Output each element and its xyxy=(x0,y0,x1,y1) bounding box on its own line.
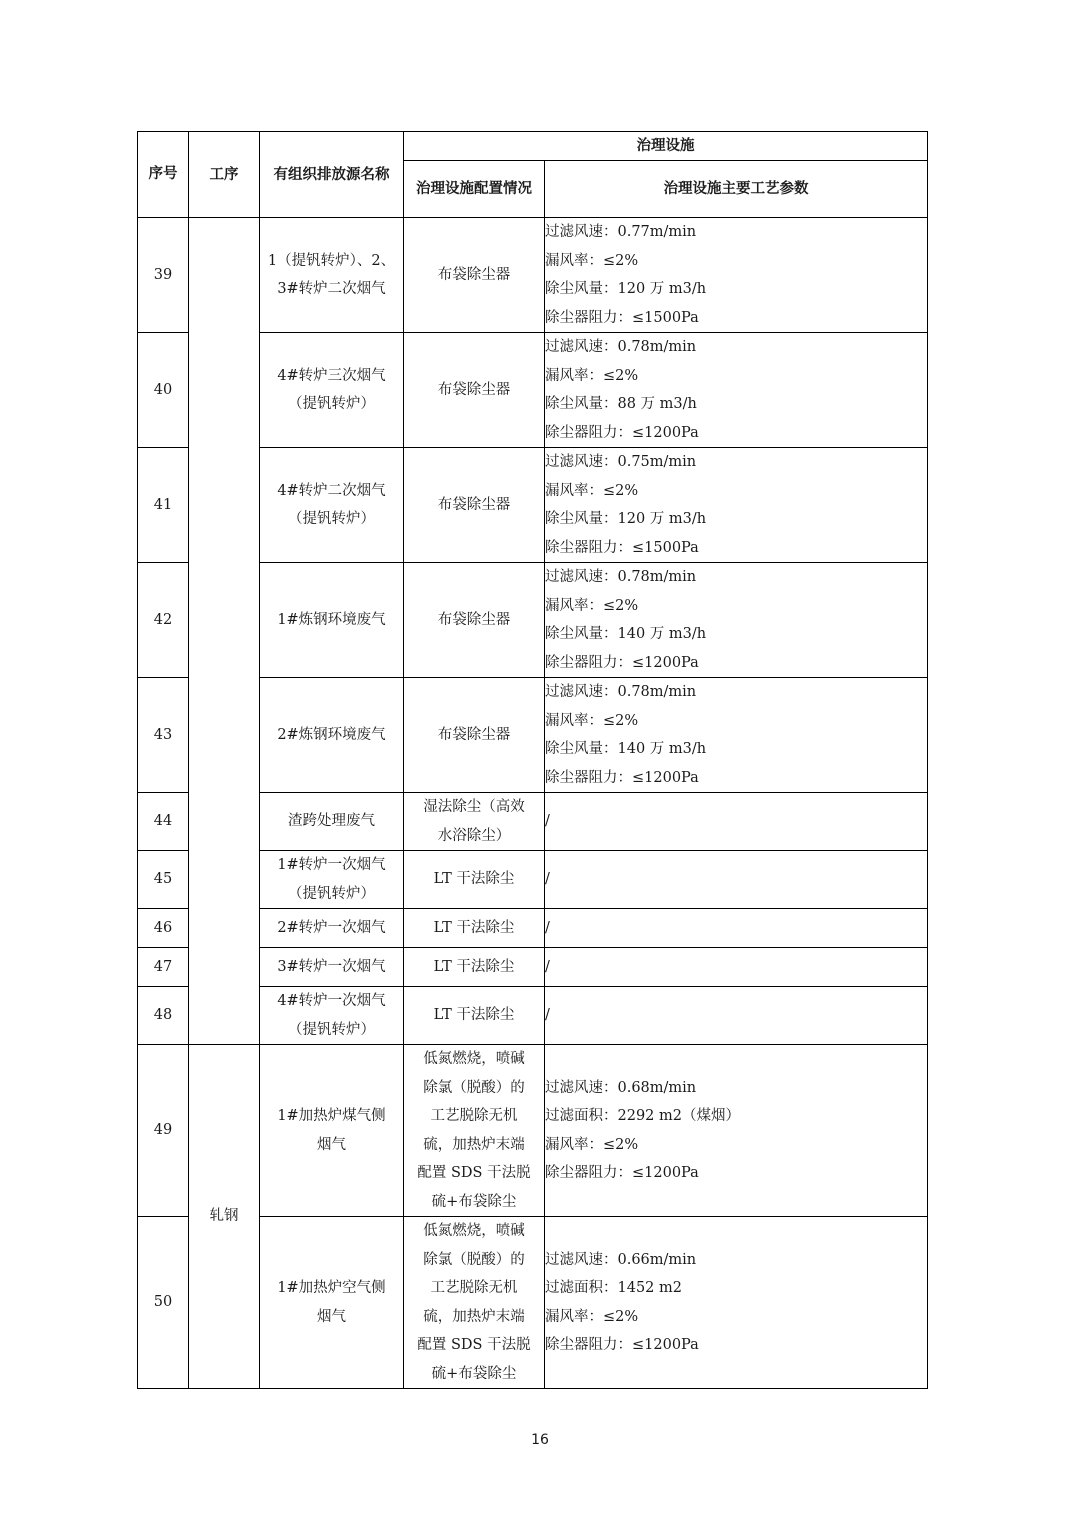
facility-params-line: 除尘风量：140 万 m3/h xyxy=(545,626,707,642)
facility-params-line: 除尘器阻力：≤1500Pa xyxy=(545,309,699,326)
facility-table xyxy=(137,131,928,1389)
facility-config-line: 工艺脱除无机 xyxy=(430,1108,518,1124)
table-row xyxy=(138,1045,928,1217)
process-cell: 轧钢 xyxy=(189,1045,260,1389)
facility-params-line: 漏风率：≤2% xyxy=(545,252,639,269)
facility-params-line: 漏风率：≤2% xyxy=(545,1308,639,1325)
source-name-line: 渣跨处理废气 xyxy=(288,813,375,830)
facility-params xyxy=(545,218,928,333)
facility-params-line: 漏风率：≤2% xyxy=(545,1136,639,1153)
facility-config-line: 湿法除尘（高效 xyxy=(423,799,525,815)
facility-params xyxy=(545,448,928,563)
facility-params-line: 过滤风速：0.66m/min xyxy=(545,1251,697,1268)
facility-params xyxy=(545,987,928,1045)
facility-config-line: 配置 SDS 干法脱 xyxy=(417,1337,531,1353)
facility-params-line: 过滤风速：0.75m/min xyxy=(545,454,697,470)
process-cell xyxy=(189,218,260,1045)
facility-config xyxy=(404,218,545,333)
facility-config xyxy=(404,793,545,851)
facility-params-line: 除尘风量：120 万 m3/h xyxy=(545,511,707,527)
facility-config-line: 工艺脱除无机 xyxy=(430,1280,518,1296)
facility-config-line: LT 干法除尘 xyxy=(433,871,515,888)
source-name-line: 3#转炉一次烟气 xyxy=(277,958,386,975)
facility-params-line: 过滤风速：0.77m/min xyxy=(545,224,697,240)
facility-params-line: / xyxy=(545,958,550,975)
source-name-line: 烟气 xyxy=(317,1308,346,1325)
row-number: 40 xyxy=(138,333,189,448)
facility-params-line: 除尘器阻力：≤1200Pa xyxy=(545,424,699,441)
facility-params xyxy=(545,948,928,987)
source-name xyxy=(260,678,404,793)
header-seq: 序号 xyxy=(138,132,189,218)
row-number: 43 xyxy=(138,678,189,793)
facility-params xyxy=(545,851,928,909)
page-number: 16 xyxy=(531,1432,549,1448)
facility-config-line: 硫+布袋除尘 xyxy=(431,1365,517,1382)
source-name xyxy=(260,218,404,333)
source-name xyxy=(260,909,404,948)
source-name xyxy=(260,987,404,1045)
facility-params-line: 过滤风速：0.78m/min xyxy=(545,569,697,585)
facility-params xyxy=(545,678,928,793)
facility-config xyxy=(404,333,545,448)
row-number: 45 xyxy=(138,851,189,909)
facility-config-line: LT 干法除尘 xyxy=(433,919,515,936)
facility-config xyxy=(404,1045,545,1217)
facility-params xyxy=(545,1045,928,1217)
facility-params-line: 过滤风速：0.78m/min xyxy=(545,339,697,355)
facility-params xyxy=(545,909,928,948)
facility-config-line: 布袋除尘器 xyxy=(437,611,511,628)
facility-params-line: 除尘风量：120 万 m3/h xyxy=(545,281,707,297)
source-name-line: （提钒转炉） xyxy=(288,1021,375,1038)
source-name xyxy=(260,563,404,678)
facility-config-line: LT 干法除尘 xyxy=(433,958,515,975)
facility-config xyxy=(404,948,545,987)
source-name-line: （提钒转炉） xyxy=(288,885,375,902)
facility-config-line: 配置 SDS 干法脱 xyxy=(417,1165,531,1181)
facility-config xyxy=(404,678,545,793)
facility-params-line: 漏风率：≤2% xyxy=(545,597,639,614)
facility-params-line: 除尘器阻力：≤1200Pa xyxy=(545,1337,699,1353)
facility-config-line: 布袋除尘器 xyxy=(437,381,511,398)
facility-params-line: 漏风率：≤2% xyxy=(545,712,639,729)
facility-config-line: 布袋除尘器 xyxy=(437,496,511,513)
source-name-line: 2#炼钢环境废气 xyxy=(277,726,386,743)
header-config: 治理设施配置情况 xyxy=(404,161,545,218)
facility-config xyxy=(404,1217,545,1389)
source-name xyxy=(260,793,404,851)
source-name xyxy=(260,948,404,987)
facility-config xyxy=(404,563,545,678)
source-name-line: 1#转炉一次烟气 xyxy=(277,857,386,873)
facility-params-line: 过滤风速：0.68m/min xyxy=(545,1079,697,1096)
row-number: 50 xyxy=(138,1217,189,1389)
facility-params-line: 除尘器阻力：≤1500Pa xyxy=(545,539,699,556)
facility-config-line: 除氯（脱酸）的 xyxy=(423,1251,525,1268)
facility-params-line: / xyxy=(545,1007,550,1024)
facility-config-line: 硫，加热炉末端 xyxy=(423,1308,525,1325)
source-name-line: 2#转炉一次烟气 xyxy=(277,919,386,936)
facility-params xyxy=(545,333,928,448)
source-name xyxy=(260,333,404,448)
header-params: 治理设施主要工艺参数 xyxy=(545,161,928,218)
facility-params xyxy=(545,563,928,678)
row-number: 41 xyxy=(138,448,189,563)
facility-params-line: 除尘风量：88 万 m3/h xyxy=(545,396,697,412)
table-body xyxy=(138,218,928,1389)
source-name-line: 1#加热炉煤气侧 xyxy=(277,1108,386,1124)
header-facility: 治理设施 xyxy=(404,132,928,161)
source-name xyxy=(260,1217,404,1389)
source-name-line: （提钒转炉） xyxy=(288,396,375,412)
facility-params-line: 除尘风量：140 万 m3/h xyxy=(545,741,707,757)
source-name-line: 1（提钒转炉）、2、 xyxy=(267,252,396,269)
facility-params-line: 漏风率：≤2% xyxy=(545,482,639,499)
facility-config-line: 硫+布袋除尘 xyxy=(431,1193,517,1210)
facility-config-line: 布袋除尘器 xyxy=(437,266,511,283)
source-name xyxy=(260,448,404,563)
facility-config-line: 硫，加热炉末端 xyxy=(423,1136,525,1153)
source-name-line: 4#转炉一次烟气 xyxy=(277,993,386,1009)
facility-params-line: 漏风率：≤2% xyxy=(545,367,639,384)
row-number: 44 xyxy=(138,793,189,851)
source-name-line: 3#转炉二次烟气 xyxy=(277,281,386,297)
facility-params-line: / xyxy=(545,871,550,888)
facility-params xyxy=(545,793,928,851)
facility-config-line: 除氯（脱酸）的 xyxy=(423,1079,525,1096)
facility-params-line: / xyxy=(545,813,550,830)
source-name-line: 4#转炉二次烟气 xyxy=(277,482,386,499)
header-process: 工序 xyxy=(189,132,260,218)
row-number: 46 xyxy=(138,909,189,948)
facility-params-line: 过滤面积：2292 m2（煤烟） xyxy=(545,1108,740,1124)
facility-config xyxy=(404,909,545,948)
row-number: 48 xyxy=(138,987,189,1045)
source-name-line: 烟气 xyxy=(317,1136,346,1153)
source-name-line: 1#加热炉空气侧 xyxy=(277,1280,386,1296)
table-row xyxy=(138,218,928,333)
source-name xyxy=(260,851,404,909)
table-header xyxy=(138,132,928,218)
facility-params xyxy=(545,1217,928,1389)
source-name-line: 1#炼钢环境废气 xyxy=(277,611,386,628)
facility-config-line: LT 干法除尘 xyxy=(433,1007,515,1024)
row-number: 49 xyxy=(138,1045,189,1217)
facility-params-line: 除尘器阻力：≤1200Pa xyxy=(545,1165,699,1181)
source-name-line: （提钒转炉） xyxy=(288,511,375,527)
source-name-line: 4#转炉三次烟气 xyxy=(277,367,386,384)
facility-config-line: 低氮燃烧，喷碱 xyxy=(423,1051,525,1067)
header-source: 有组织排放源名称 xyxy=(260,132,404,218)
facility-config-line: 水浴除尘） xyxy=(437,827,511,844)
facility-config xyxy=(404,987,545,1045)
facility-params-line: 过滤面积：1452 m2 xyxy=(545,1280,682,1296)
facility-config xyxy=(404,851,545,909)
facility-config xyxy=(404,448,545,563)
facility-config-line: 布袋除尘器 xyxy=(437,726,511,743)
facility-config-line: 低氮燃烧，喷碱 xyxy=(423,1223,525,1239)
facility-params-line: 过滤风速：0.78m/min xyxy=(545,684,697,700)
facility-params-line: / xyxy=(545,919,550,936)
row-number: 47 xyxy=(138,948,189,987)
source-name xyxy=(260,1045,404,1217)
row-number: 39 xyxy=(138,218,189,333)
facility-params-line: 除尘器阻力：≤1200Pa xyxy=(545,654,699,671)
facility-params-line: 除尘器阻力：≤1200Pa xyxy=(545,769,699,786)
row-number: 42 xyxy=(138,563,189,678)
